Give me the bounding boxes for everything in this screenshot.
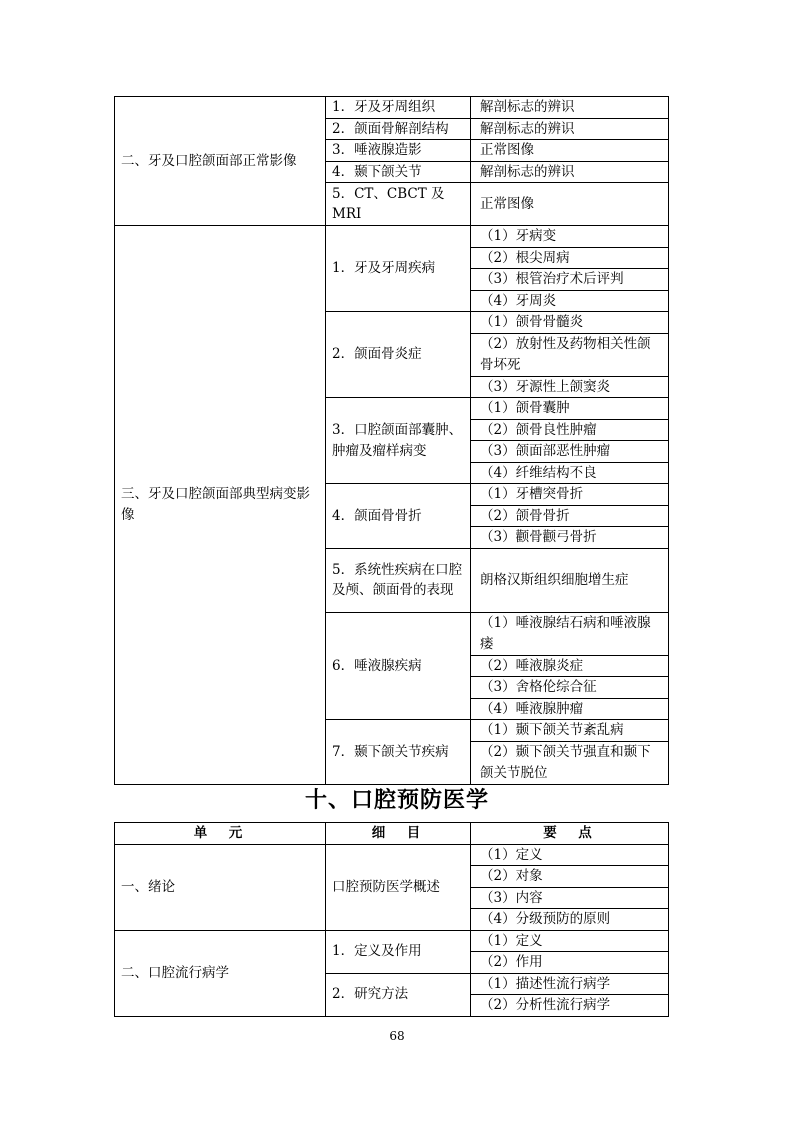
point-cell: （3）内容 xyxy=(471,887,669,909)
detail-cell: 5．系统性疾病在口腔及颅、颌面骨的表现 xyxy=(326,548,471,612)
detail-cell: 4．颌面骨骨折 xyxy=(326,484,471,549)
point-cell: （2）对象 xyxy=(471,866,669,888)
unit-cell: 三、牙及口腔颌面部典型病变影像 xyxy=(115,226,326,785)
point-cell: 解剖标志的辨识 xyxy=(471,161,669,183)
point-cell: （1）唾液腺结石病和唾液腺瘘 xyxy=(471,612,669,655)
point-cell: （2）颌骨良性肿瘤 xyxy=(471,419,669,441)
unit-cell: 二、口腔流行病学 xyxy=(115,930,326,1016)
point-cell: （4）纤维结构不良 xyxy=(471,462,669,484)
point-cell: （1）颞下颌关节紊乱病 xyxy=(471,720,669,742)
point-cell: （4）牙周炎 xyxy=(471,290,669,312)
point-cell: 正常图像 xyxy=(471,183,669,226)
header-point: 要 点 xyxy=(471,823,669,845)
detail-cell: 1．牙及牙周疾病 xyxy=(326,226,471,312)
point-cell: （2）颞下颌关节强直和颞下颌关节脱位 xyxy=(471,741,669,784)
point-cell: （2）作用 xyxy=(471,952,669,974)
point-cell: （1）颌骨囊肿 xyxy=(471,398,669,420)
point-cell: （2）根尖周病 xyxy=(471,247,669,269)
point-cell: 解剖标志的辨识 xyxy=(471,118,669,140)
point-cell: （3）根管治疗术后评判 xyxy=(471,269,669,291)
point-cell: （3）牙源性上颌窦炎 xyxy=(471,376,669,398)
point-cell: （2）放射性及药物相关性颌骨坏死 xyxy=(471,333,669,376)
point-cell: （3）颌面部恶性肿瘤 xyxy=(471,441,669,463)
detail-cell: 2．颌面骨解剖结构 xyxy=(326,118,471,140)
detail-cell: 2．研究方法 xyxy=(326,973,471,1016)
detail-cell: 1．牙及牙周组织 xyxy=(326,97,471,119)
point-cell: （2）颌骨骨折 xyxy=(471,505,669,527)
point-cell: （2）分析性流行病学 xyxy=(471,995,669,1017)
point-cell: （1）描述性流行病学 xyxy=(471,973,669,995)
point-cell: 朗格汉斯组织细胞增生症 xyxy=(471,548,669,612)
point-cell: （1）定义 xyxy=(471,930,669,952)
header-detail: 细 目 xyxy=(326,823,471,845)
point-cell: 正常图像 xyxy=(471,140,669,162)
detail-cell: 3．口腔颌面部囊肿、肿瘤及瘤样病变 xyxy=(326,398,471,484)
point-cell: （3）舍格伦综合征 xyxy=(471,677,669,699)
page-number: 68 xyxy=(389,1029,405,1043)
detail-cell: 7．颞下颌关节疾病 xyxy=(326,720,471,785)
detail-cell: 6．唾液腺疾病 xyxy=(326,612,471,720)
unit-cell: 二、牙及口腔颌面部正常影像 xyxy=(115,97,326,226)
preventive-dentistry-table xyxy=(114,822,669,1017)
point-cell: 解剖标志的辨识 xyxy=(471,97,669,119)
detail-cell: 口腔预防医学概述 xyxy=(326,844,471,930)
point-cell: （1）牙病变 xyxy=(471,226,669,248)
section-title: 十、口腔预防医学 xyxy=(304,787,489,813)
header-unit: 单 元 xyxy=(115,823,326,845)
syllabus-table-continued xyxy=(114,96,669,785)
point-cell: （3）颧骨颧弓骨折 xyxy=(471,527,669,549)
detail-cell: 3．唾液腺造影 xyxy=(326,140,471,162)
detail-cell: 1．定义及作用 xyxy=(326,930,471,973)
point-cell: （1）定义 xyxy=(471,844,669,866)
point-cell: （1）牙槽突骨折 xyxy=(471,484,669,506)
detail-cell: 4．颞下颌关节 xyxy=(326,161,471,183)
point-cell: （4）唾液腺肿瘤 xyxy=(471,698,669,720)
point-cell: （4）分级预防的原则 xyxy=(471,909,669,931)
unit-cell: 一、绪论 xyxy=(115,844,326,930)
detail-cell: 5．CT、CBCT 及 MRI xyxy=(326,183,471,226)
point-cell: （2）唾液腺炎症 xyxy=(471,655,669,677)
point-cell: （1）颌骨骨髓炎 xyxy=(471,312,669,334)
detail-cell: 2．颌面骨炎症 xyxy=(326,312,471,398)
